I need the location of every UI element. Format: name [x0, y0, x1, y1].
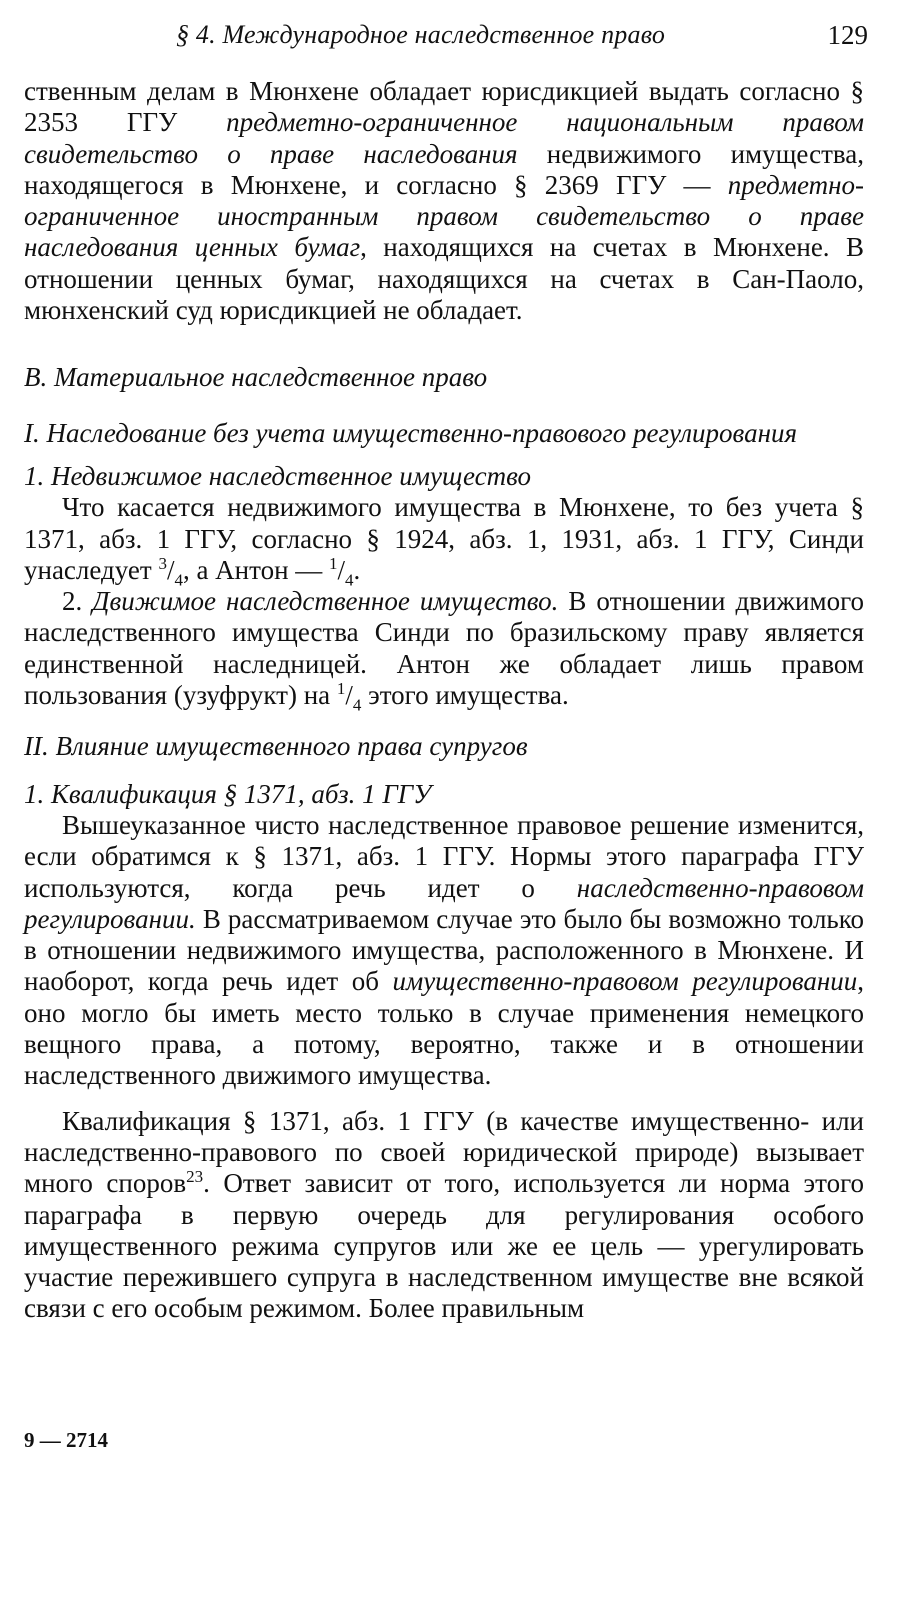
section-heading-ii: II. Влияние имущественного права супругов — [24, 731, 528, 762]
paragraph-qualification: Вышеуказанное чисто наследственное правовое решение изменится, если обратимся к § 1371, абз. 1 ГГУ. Нормы этого параграфа ГГУ используются, когда речь идет о наследственно-правовом регулировании. В рассматриваемом случае это было бы возможно только в отношении недвижимого имущества, расположенного в Мюнхене. И наоборот, когда речь идет об имущественно-правовом регулировании, оно могло бы иметь место только в случае применения немецкого вещного права, а потому, вероятно, также и в отношении наследственного движимого имущества. — [24, 809, 864, 1091]
subheading-qualification: 1. Квалификация § 1371, абз. 1 ГГУ — [24, 778, 432, 809]
paragraph-immovable: Что касается недвижимого имущества в Мюнхене, то без учета § 1371, абз. 1 ГГУ, согласно § 1924, абз. 1, 1931, абз. 1 ГГУ, Синди унаследует $^3/_4$, а Антон — $^1/_4$. — [24, 492, 864, 590]
subheading-immovable: 1. Недвижимое наследственное имущество — [24, 460, 532, 491]
paragraph-dispute: Квалификация § 1371, абз. 1 ГГУ (в качестве имущественно- или наследственно-правового по своей юридической природе) вызывает много споров$^{23}$. Ответ зависит от того, используется ли норма этого параграфа в первую очередь для регулирования особого имущественного режима супругов или же ее цель — урегулировать участие пережившего супруга в наследственном имуществе вне всякой связи с его особым режимом. Более правильным — [24, 1105, 864, 1324]
header-title: § 4. Международное наследственное право — [176, 20, 666, 49]
section-heading-b: В. Материальное наследственное право — [24, 362, 488, 393]
paragraph-continuation: ственным делам в Мюнхене обладает юрисдикцией выдать согласно § 2353 ГГУ предметно-ограниченное национальным правом свидетельство о праве наследования недвижимого имущества, находящегося в Мюнхене, и согласно § 2369 ГГУ — предметно-ограниченное иностранным правом свидетельство о праве наследования ценных бумаг, находящихся на счетах в Мюнхене. В отношении ценных бумаг, находящихся на счетах в Сан-Паоло, мюнхенский суд юрисдикцией не обладает. — [24, 76, 864, 326]
signature-mark: 9 — 2714 — [24, 1428, 108, 1452]
footnote-marker[interactable]: 23 — [186, 1167, 204, 1187]
paragraph-movable: 2. Движимое наследственное имущество. В отношении движимого наследственного имущества Синди по бразильскому праву является единственной наследницей. Антон же обладает лишь правом пользования (узуфрукт) на $^1/_4$ этого имущества. — [24, 586, 864, 715]
page-number: 129 — [827, 20, 868, 50]
section-heading-i: I. Наследование без учета имущественно-правового регулирования — [24, 417, 798, 448]
running-header — [24, 20, 868, 54]
page-body — [24, 76, 864, 1325]
